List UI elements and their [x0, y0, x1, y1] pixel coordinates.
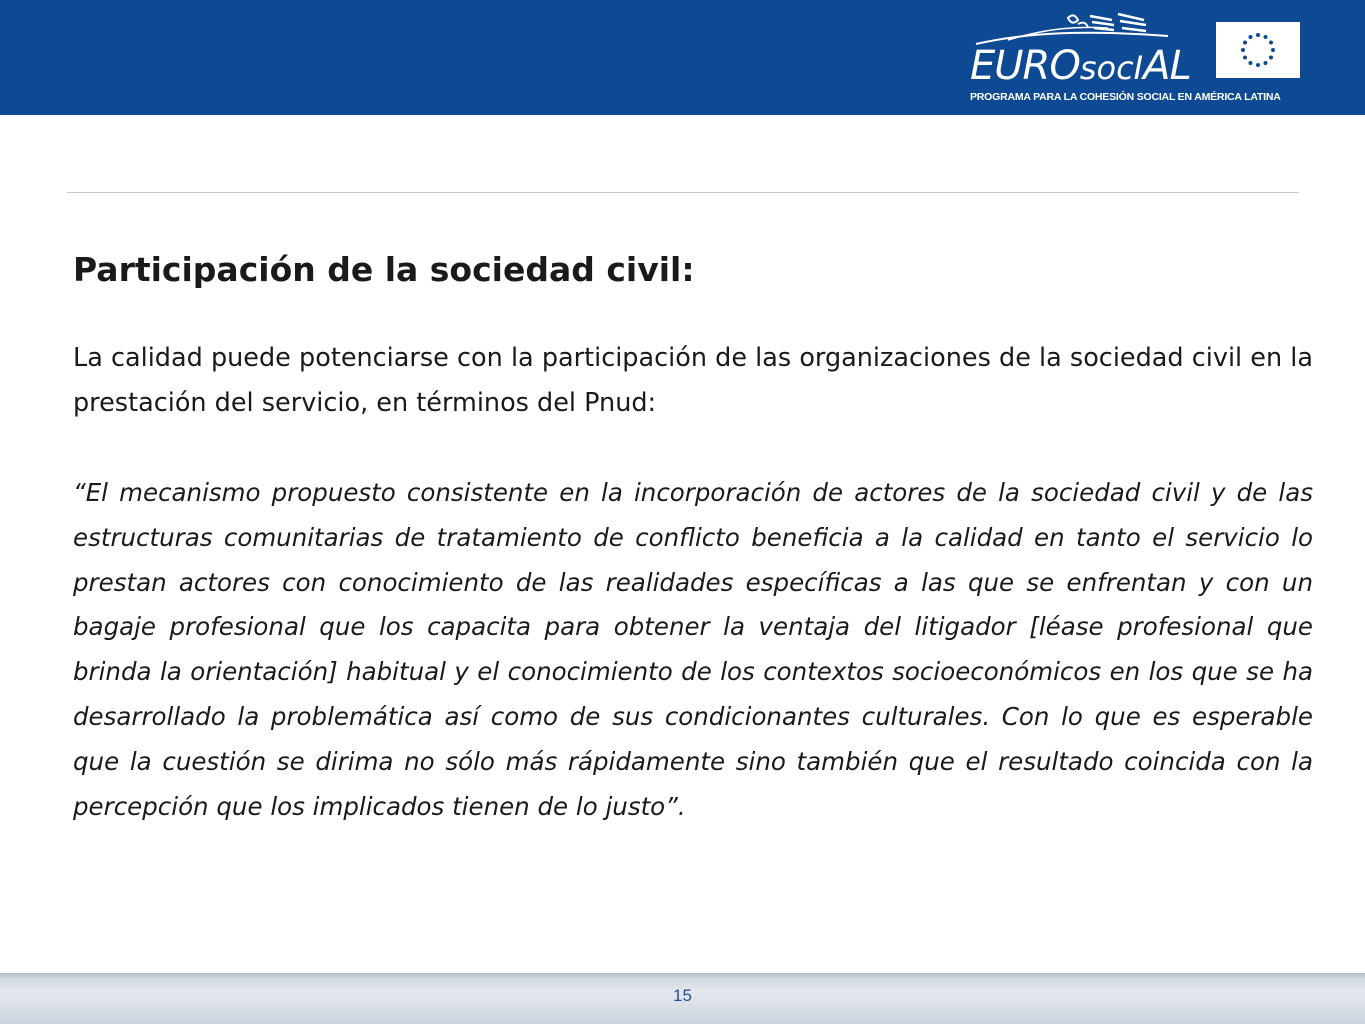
logo-wordmark: EUROsocIAL [970, 43, 1191, 89]
eurosocial-logo [968, 10, 1308, 110]
quote-paragraph: “El mecanismo propuesto consistente en la incorporación de actores de la sociedad civil y de las estructuras comunitarias de tratamiento de conflicto beneficia a la calidad en tanto el servicio lo prestan actores con conocimiento de las realidades específicas a las que se enfrentan y con un bagaje profesional que los capacita para obtener la ventaja del litigador [léase profesional que brinda la orientación] habitual y el conocimiento de los contextos socioeconómicos en los que se ha desarrollado la problemática así como de sus condicionantes culturales. Con lo que es esperable que la cuestión se dirima no sólo más rápidamente sino también que el resultado coincida con la percepción que los implicados tienen de lo justo”. [73, 478, 1313, 821]
intro-paragraph: La calidad puede potenciarse con la participación de las organizaciones de la sociedad civil en la prestación del servicio, en términos del Pnud: [73, 343, 1313, 418]
slide-title: Participación de la sociedad civil: [73, 250, 695, 289]
page-number: 15 [673, 986, 692, 1005]
logo-tagline: PROGRAMA PARA LA COHESIÓN SOCIAL EN AMÉRICA LATINA [970, 91, 1281, 103]
eu-flag-icon [1216, 22, 1300, 78]
header-band [0, 0, 1365, 115]
header-divider [67, 192, 1299, 193]
